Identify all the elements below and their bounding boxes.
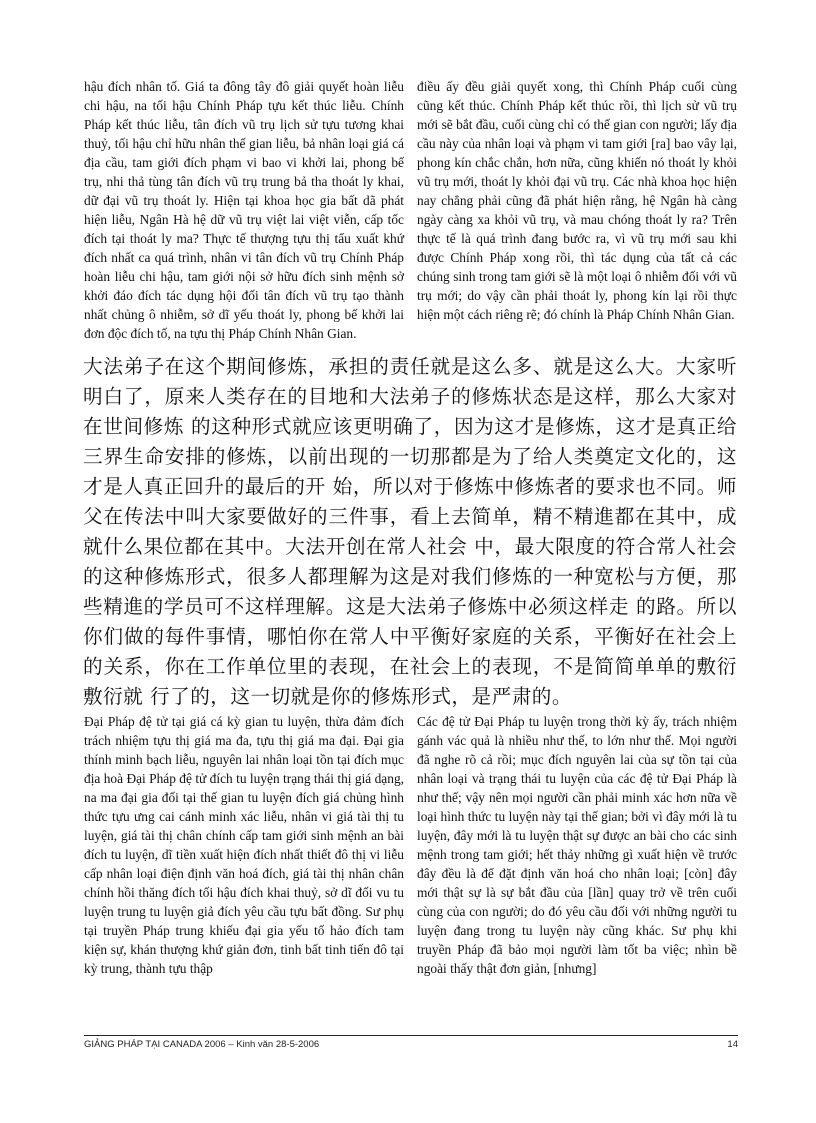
footer-divider [84, 1035, 738, 1036]
top-left-column-text: hậu đích nhân tố. Giá ta đông tây đô giải quyết hoàn liễu chi hậu, na tối hậu Chính Pháp tựu kết thúc liễu. Chính Pháp kết thúc liễu, tân đích vũ trụ lịch sử tựu tương khai thuỷ, tối hậu chỉ hữu nhân thế gian liễu, bả nhân loại giá cá địa cầu, tam giới đích phạm vi bao vi khởi lai, phong bế trụ, nhi thả tùng tân đích vũ trụ trung bả tha thoát ly khai, dữ đại vũ trụ thoát ly. Hiện tại khoa học gia bất dã phát hiện liễu, Ngân Hà hệ dữ vũ trụ việt lai việt viễn, cấp tốc đích tại thoát ly ma? Thực tế thượng tựu thị tẩu xuất khứ đích nhất ca quá trình, nhân vi tân đích vũ trụ Chính Pháp hoàn liễu chi hậu, tam giới nội sở hữu đích sinh mệnh sở khởi đáo đích tác dụng hội đối tân đích vũ trụ tạo thành nhất chủng ô nhiễm, sở dĩ yếu thoát ly, phong bế khởi lai đơn độc đích tố, na tựu thị Pháp Chính Nhân Gian. [84, 79, 404, 341]
chinese-paragraph: 大法弟子在这个期间修炼，承担的责任就是这么多、就是这么大。大家听明白了，原来人类存在的目地和大法弟子的修炼状态是这样，那么大家对在世间修炼 的这种形式就应该更明确了，因为这才是修炼，这才是真正给三界生命安排的修炼，以前出现的一切那都是为了给人类奠定文化的，这才是人真正回升的最后的开 始，所以对于修炼中修炼者的要求也不同。师父在传法中叫大家要做好的三件事，看上去简单，精不精進都在其中，成就什么果位都在其中。大法开创在常人社会 中，最大限度的符合常人社会的这种修炼形式，很多人都理解为这是对我们修炼的一种宽松与方便，那些精進的学员可不这样理解。这是大法弟子修炼中必须这样走 的路。所以你们做的每件事情，哪怕你在常人中平衡好家庭的关系，平衡好在社会上的关系，你在工作单位里的表现，在社会上的表现，不是简简单单的敷衍敷衍就 行了的，这一切就是你的修炼形式，是严肃的。 [83, 355, 737, 708]
page-number: 14 [727, 1039, 738, 1050]
bottom-left-column-text: Đại Pháp đệ tử tại giá cá kỳ gian tu luyện, thừa đảm đích trách nhiệm tựu thị giá ma đa, tựu thị giá ma đại. Đại gia thính minh bạch liễu, nguyên lai nhân loại tồn tại đích mục địa hoà Đại Pháp đệ tử đích tu luyện trạng thái thị giá dạng, na ma đại gia đối tại thế gian tu luyện đích giá chủng hình thức tựu ưng cai cánh minh xác liễu, nhân vi giá tài thị tu luyện, giá tài thị chân chính cấp tam giới sinh mệnh an bài đích tu luyện, dĩ tiền xuất hiện đích nhất thiết đô thị vi liễu cấp nhân loại điện định văn hoá đích, giá tài thị nhân chân chính hồi thăng đích tối hậu đích khai thuỷ, sở dĩ đối vu tu luyện trung tu luyện giả đích yêu cầu tựu bất đồng. Sư phụ tại truyền Pháp trung khiếu đại gia yếu tố hảo đích tam kiện sự, khán thượng khứ giản đơn, tinh bất tinh tiến đô tại kỳ trung, thành tựu thập [84, 714, 404, 976]
footer-title: GIẢNG PHÁP TẠI CANADA 2006 – Kinh văn 28-5-2006 [84, 1039, 320, 1050]
top-right-column-text: điều ấy đều giải quyết xong, thì Chính Pháp cuối cùng cũng kết thúc. Chính Pháp kết thúc rồi, thì lịch sử vũ trụ mới sẽ bắt đầu, cuối cùng chỉ có thế gian con người; lấy địa cầu này của nhân loại và phạm vi tam giới [ra] bao vây lại, phong kín chắc chắn, hơn nữa, cũng khiến nó thoát ly khỏi vũ trụ mới, thoát ly khỏi đại vũ trụ. Các nhà khoa học hiện nay chẳng phải cũng đã phát hiện rằng, hệ Ngân hà càng ngày càng xa khỏi vũ trụ, và mau chóng thoát ly ra? Trên thực tế là quá trình đang bước ra, vì vũ trụ mới sau khi được Chính Pháp xong rồi, thì tác dụng của tất cả các chúng sinh trong tam giới sẽ là một loại ô nhiễm đối với vũ trụ mới; do vậy cần phải thoát ly, phong kín lại rồi thực hiện một cách riêng rẽ; đó chính là Pháp Chính Nhân Gian. [417, 79, 737, 322]
bottom-right-column-text: Các đệ tử Đại Pháp tu luyện trong thời kỳ ấy, trách nhiệm gánh vác quả là nhiều như thế, to lớn như thế. Mọi người đã nghe rõ cả rồi; mục đích nguyên lai của sự tồn tại của nhân loại và trạng thái tu luyện của các đệ tử Đại Pháp là như thế; vậy nên mọi người cần phải minh xác hơn nữa về loại hình thức tu luyện này tại thế gian; bởi vì đây mới là tu luyện, đây mới là tu luyện thật sự được an bài cho các sinh mệnh trong tam giới; hết thảy những gì xuất hiện về trước đây đều là để đặt định văn hoá cho nhân loại; [còn] đây mới thật sự là sự bắt đầu của [lần] quay trở về trên cuối cùng của con người; do đó yêu cầu đối với những người tu luyện đang trong tu luyện này cũng khác. Sư phụ khi truyền Pháp đã bảo mọi người làm tốt ba việc; nhìn bề ngoài thấy thật đơn giản, [nhưng] [417, 714, 737, 976]
